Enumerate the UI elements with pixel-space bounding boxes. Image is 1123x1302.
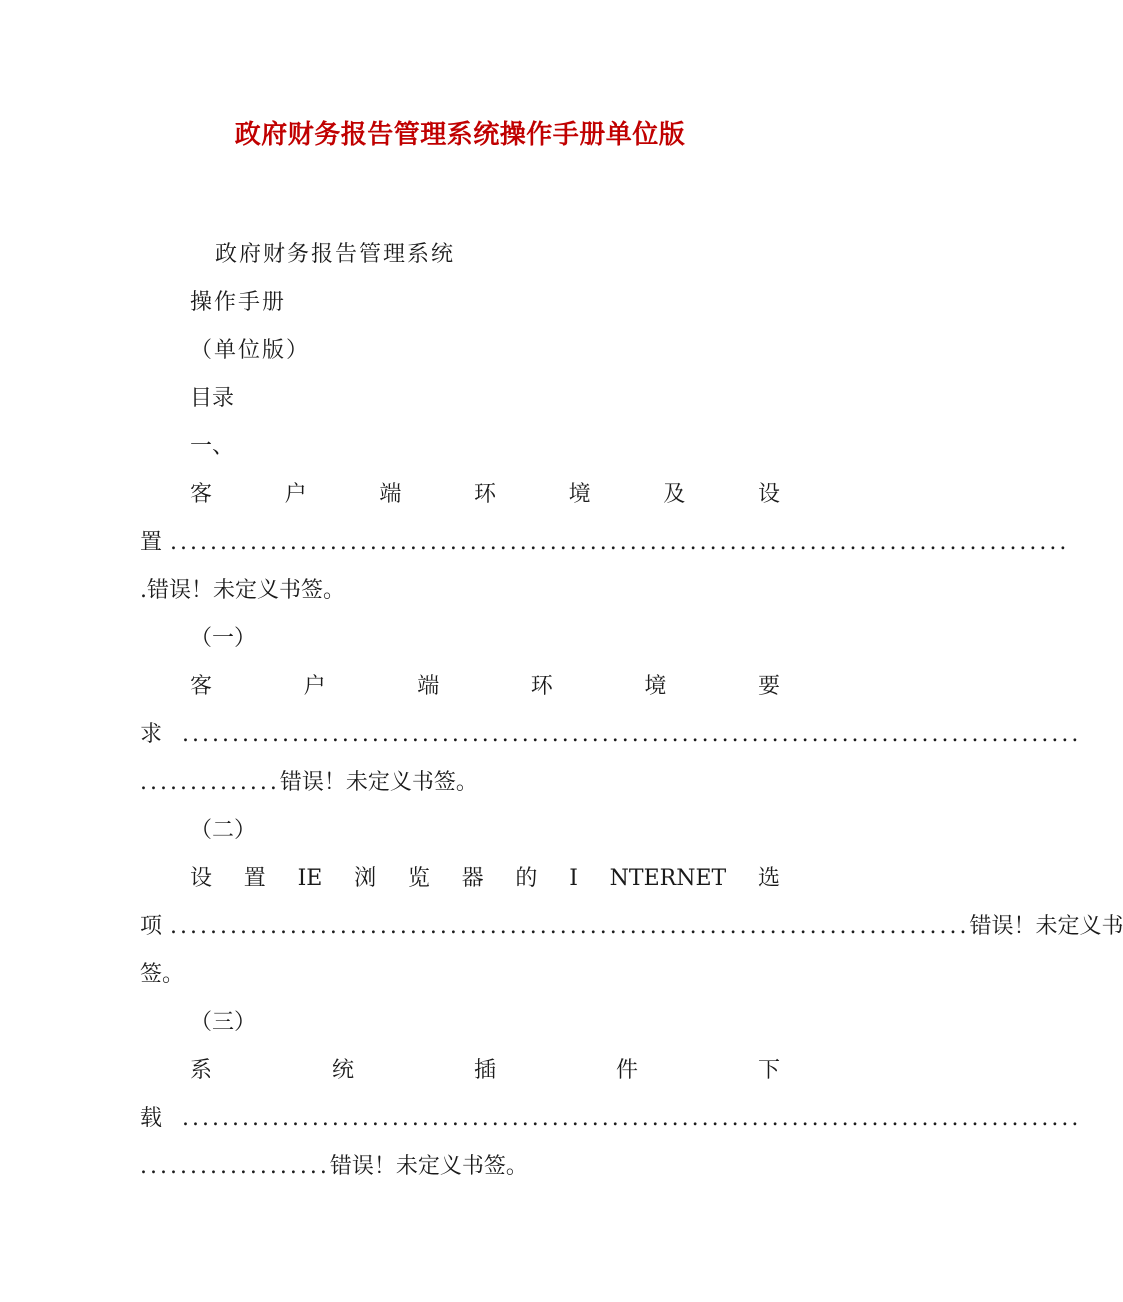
toc-leader-dots: ................... xyxy=(140,1154,330,1179)
toc-char: 插 xyxy=(473,1058,496,1083)
toc-leader-dots: .............. xyxy=(140,770,280,795)
toc-section-1-page-ref xyxy=(140,576,345,606)
cover-edition-label: （单位版） xyxy=(190,338,311,363)
toc-char: 统 xyxy=(331,1058,354,1083)
toc-section-1-number: 一、 xyxy=(190,434,235,459)
toc-sub-3-leader-row[interactable] xyxy=(140,1104,1082,1134)
toc-section-1-leader-row[interactable] xyxy=(140,528,1070,558)
toc-sub-3-title[interactable] xyxy=(190,1056,780,1086)
toc-error-text: 错误！未定义书签。 xyxy=(279,770,478,795)
cover-manual-label: 操作手册 xyxy=(190,290,287,315)
toc-sub-3-page-ref xyxy=(140,1152,528,1182)
toc-leader-dots: .......................................................................................... xyxy=(182,1106,1082,1131)
toc-char: 端 xyxy=(379,482,402,507)
toc-sub-2-leader-row[interactable] xyxy=(140,912,1123,942)
toc-char: 端 xyxy=(417,674,440,699)
toc-char: 户 xyxy=(303,674,326,699)
toc-sub-1-title[interactable] xyxy=(190,672,780,702)
toc-char: 的 xyxy=(515,866,538,891)
toc-leader-dot: . xyxy=(140,578,147,603)
toc-char: 下 xyxy=(757,1058,780,1083)
toc-sub-1-page-ref xyxy=(140,768,478,798)
toc-sub-2-page-ref-continued: 签。 xyxy=(140,962,185,987)
toc-leader-dots: ................................................................................ xyxy=(170,914,970,939)
toc-error-text: 错误！未定义书 xyxy=(969,914,1123,939)
toc-char: 系 xyxy=(190,1058,213,1083)
toc-char: 器 xyxy=(461,866,484,891)
toc-char: 设 xyxy=(190,866,213,891)
toc-char: 置 xyxy=(243,866,266,891)
toc-sub-1-number: （一） xyxy=(190,626,257,651)
toc-char: 选 xyxy=(757,866,780,891)
toc-sub-1-leader-row[interactable] xyxy=(140,720,1082,750)
toc-sub-2-number: （二） xyxy=(190,818,257,843)
toc-char: 户 xyxy=(284,482,307,507)
toc-char: 客 xyxy=(190,482,213,507)
toc-char: 及 xyxy=(663,482,686,507)
toc-last-char: 置 xyxy=(140,530,163,555)
toc-sub-2-title[interactable] xyxy=(190,864,780,894)
toc-char: I xyxy=(569,866,578,891)
toc-char: IE xyxy=(297,866,323,891)
toc-section-1-title[interactable] xyxy=(190,480,780,510)
toc-last-char: 项 xyxy=(140,914,163,939)
cover-system-name: 政府财务报告管理系统 xyxy=(215,242,456,267)
toc-char: 境 xyxy=(644,674,667,699)
toc-error-text: 错误！未定义书签。 xyxy=(147,578,346,603)
toc-char: 客 xyxy=(190,674,213,699)
toc-leader-dots: .......................................................................................... xyxy=(182,722,1082,747)
toc-char: 览 xyxy=(407,866,430,891)
toc-leader-dots: .......................................................................................... xyxy=(170,530,1070,555)
toc-error-text: 错误！未定义书签。 xyxy=(329,1154,528,1179)
toc-char: 件 xyxy=(615,1058,638,1083)
toc-last-char: 求 xyxy=(140,722,163,747)
toc-last-char: 载 xyxy=(140,1106,163,1131)
toc-char: 境 xyxy=(568,482,591,507)
toc-sub-3-number: （三） xyxy=(190,1010,257,1035)
toc-char: 环 xyxy=(473,482,496,507)
toc-char: 环 xyxy=(530,674,553,699)
toc-char: 要 xyxy=(757,674,780,699)
toc-heading: 目录 xyxy=(190,386,235,411)
toc-char: NTERNET xyxy=(609,866,727,891)
document-title: 政府财务报告管理系统操作手册单位版 xyxy=(234,120,686,150)
toc-char: 设 xyxy=(757,482,780,507)
toc-char: 浏 xyxy=(354,866,377,891)
